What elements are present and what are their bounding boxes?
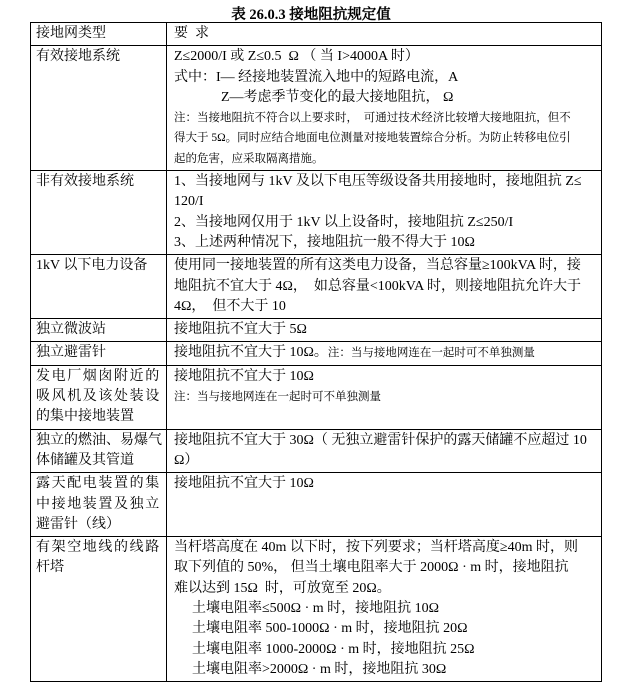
grounding-impedance-table [30,22,602,682]
text-line [36,515,161,535]
text-line [174,474,596,494]
type-cell [31,342,167,365]
requirement-cell [167,319,602,342]
text-line [36,451,161,471]
requirement-cell [167,342,602,365]
text-segment: 避雷针（线） [36,516,120,532]
text-segment: 1kV 以下电力设备 [36,258,148,274]
text-segment: 有架空地线的线路 [36,540,161,556]
text-line [174,599,596,619]
text-line [36,47,161,67]
type-cell [31,365,167,429]
table-row [31,342,602,365]
text-segment: 式中：I— 经接地装置流入地中的短路电流，A [174,69,459,85]
text-segment: 独立的燃油、易爆气 [36,432,162,448]
text-segment: 土壤电阻率>2000Ω · m 时，接地阻抗 30Ω [192,661,447,677]
table-row [31,429,602,473]
text-line [36,558,161,578]
table-row [31,537,602,682]
text-line [174,128,596,148]
text-line [36,387,161,407]
text-line [174,640,596,660]
text-segment: 体储罐及其管道 [36,452,134,468]
type-cell [31,171,167,255]
text-segment: 接地阻抗不宜大于 10Ω。 [174,345,328,361]
text-segment: 的集中接地装置 [36,409,134,425]
header-row [31,23,602,46]
text-line [174,579,596,599]
type-cell [31,473,167,537]
text-segment: 吸风机及该处装设 [36,389,161,405]
text-line [174,68,596,88]
type-cell [31,319,167,342]
table-row [31,46,602,171]
text-line [36,172,161,192]
text-segment: 接地阻抗不宜大于 5Ω [174,322,307,338]
text-segment: 发电厂烟囱附近的 [36,368,161,384]
text-line [174,387,596,407]
requirement-cell [167,429,602,473]
column-header-type: 接地网类型 [31,23,167,46]
table-row [31,319,602,342]
text-segment: 中接地装置及独立 [36,496,161,512]
text-segment: 注：当接地阻抗不符合以上要求时， 可通过技术经济比较增大接地阻抗，但不 [174,112,571,125]
table-body [31,46,602,682]
text-segment: Ω） [174,452,199,468]
text-segment: 120/I [174,194,204,210]
text-segment: 3、上述两种情况下，接地阻抗一般不得大于 10Ω [174,234,475,250]
requirement-cell [167,255,602,319]
column-header-requirement: 要 求 [167,23,602,46]
text-segment: 露天配电装置的集 [36,476,161,492]
text-line [174,192,596,212]
type-cell [31,46,167,171]
text-line [174,367,596,387]
text-line [174,277,596,297]
table-row [31,171,602,255]
text-line [174,343,596,363]
text-segment: 当杆塔高度在 40m 以下时，按下列要求；当杆塔高度≥40m 时，则 [174,540,578,556]
text-line [174,431,596,451]
text-segment: 2、当接地网仅用于 1kV 以上设备时，接地阻抗 Z≤250/I [174,214,514,230]
text-line [174,149,596,169]
type-cell [31,537,167,682]
text-segment: 独立微波站 [36,322,106,338]
text-line [174,558,596,578]
text-line [174,619,596,639]
text-line [174,233,596,253]
text-segment: 起的危害，应采取隔离措施。 [174,152,324,165]
text-segment: 土壤电阻率 500-1000Ω · m 时，接地阻抗 20Ω [192,621,468,637]
table-row [31,473,602,537]
text-line [36,343,161,363]
text-line [174,47,596,67]
text-line [36,256,161,276]
inline-note: 注：当与接地网连在一起时可不单独测量 [327,347,535,360]
text-segment: 接地阻抗不宜大于 10Ω [174,476,314,492]
text-line [174,172,596,192]
text-segment: 土壤电阻率 1000-2000Ω · m 时，接地阻抗 25Ω [192,641,475,657]
text-segment: 独立避雷针 [36,345,106,361]
text-segment: 接地阻抗不宜大于 30Ω（ 无独立避雷针保护的露天储罐不应超过 10 [174,432,587,448]
text-line [36,367,161,387]
text-segment: Z—考虑季节变化的最大接地阻抗， Ω [221,89,454,105]
requirement-cell [167,473,602,537]
text-line [36,495,161,515]
text-segment: 4Ω， 但不大于 10 [174,298,286,314]
text-segment: 取下列值的 50%， 但当土壤电阻率大于 2000Ω · m 时，接地阻抗 [174,560,569,576]
text-segment: 难以达到 15Ω 时，可放宽至 20Ω。 [174,580,391,596]
text-line [174,108,596,128]
text-line [174,256,596,276]
text-line [174,538,596,558]
requirement-cell [167,365,602,429]
text-line [174,213,596,233]
text-line [174,297,596,317]
text-line [174,320,596,340]
table-row [31,365,602,429]
text-segment: 注：当与接地网连在一起时可不单独测量 [174,391,381,404]
text-line [174,88,596,108]
text-line [36,538,161,558]
requirement-cell [167,537,602,682]
table-caption: 表 26.0.3 接地阻抗规定值 [231,7,391,23]
type-cell [31,255,167,319]
text-segment: 非有效接地系统 [36,174,134,190]
text-line [174,660,596,680]
table-row [31,255,602,319]
requirement-cell [167,46,602,171]
type-cell [31,429,167,473]
text-segment: 1、当接地网与 1kV 及以下电压等级设备共用接地时，接地阻抗 Z≤ [174,174,582,190]
text-segment: 得大于 5Ω。同时应结合地面电位测量对接地装置综合分析。为防止转移电位引 [174,132,571,145]
text-segment: 地阻抗不宜大于 4Ω， 如总容量<100kVA 时，则接地阻抗允许大于 [174,278,581,294]
text-line [174,451,596,471]
text-segment: 杆塔 [36,560,64,576]
text-segment: 有效接地系统 [36,49,120,65]
text-segment: Z≤2000/I 或 Z≤0.5 Ω （ 当 I>4000A 时） [174,49,419,65]
text-line [36,474,161,494]
text-segment: 土壤电阻率≤500Ω · m 时，接地阻抗 10Ω [192,601,440,617]
text-line [36,320,161,340]
text-line [36,407,161,427]
requirement-cell [167,171,602,255]
text-segment: 使用同一接地装置的所有这类电力设备，当总容量≥100kVA 时，接 [174,258,581,274]
text-segment: 接地阻抗不宜大于 10Ω [174,368,314,384]
text-line [36,431,161,451]
